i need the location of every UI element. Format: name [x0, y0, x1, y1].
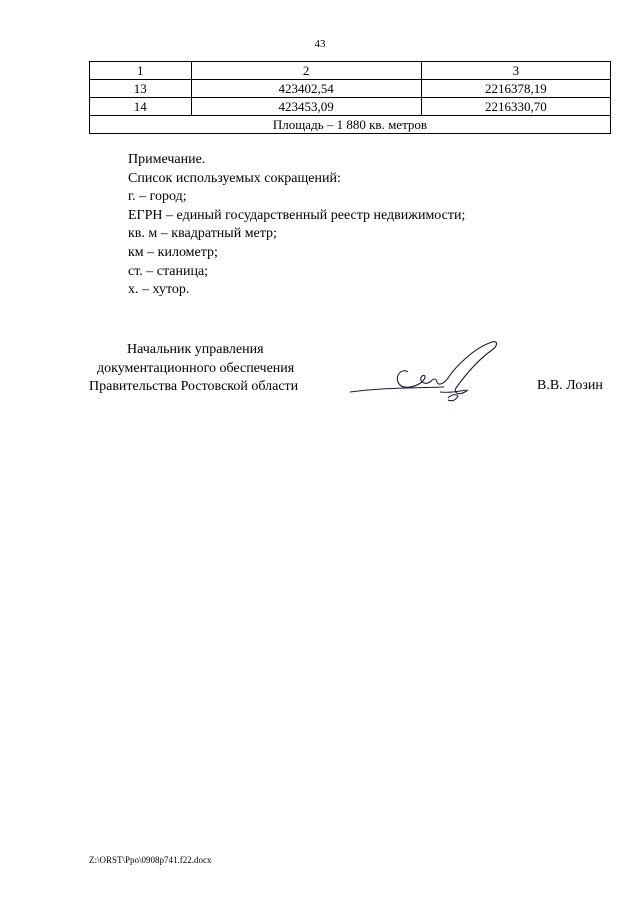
table-row — [90, 80, 611, 98]
list-item: кв. м – квадратный метр; — [128, 226, 277, 242]
table-area-row — [90, 116, 611, 134]
page-number: 43 — [314, 38, 326, 50]
header-cell: 2 — [191, 62, 421, 80]
note-list-intro: Список используемых сокращений: — [128, 170, 341, 186]
abbreviations-note — [128, 151, 465, 300]
header-cell: 3 — [421, 62, 610, 80]
list-item: ЕГРН – единый государственный реестр недвижимости; — [128, 207, 466, 223]
signatory-title-line: Правительства Ростовской области — [89, 379, 299, 395]
signatory-name: В.В. Лозин — [537, 378, 603, 393]
list-item: г. – город; — [128, 189, 187, 205]
list-item: км – километр; — [128, 244, 218, 260]
file-path: Z:\ORST\Ppo\0908p741.f22.docx — [89, 855, 212, 865]
handwritten-signature — [348, 338, 508, 408]
point-number-cell: 14 — [90, 98, 192, 116]
signatory-title-line: документационного обеспечения — [97, 360, 295, 376]
table-row — [90, 98, 611, 116]
signatory-title-line: Начальник управления — [127, 342, 264, 357]
table-header-row — [90, 62, 611, 80]
note-title: Примечание. — [128, 152, 206, 167]
point-number-cell: 13 — [90, 80, 192, 98]
y-coordinate-cell: 2216378,19 — [421, 80, 610, 98]
header-cell: 1 — [90, 62, 192, 80]
area-cell: Площадь – 1 880 кв. метров — [90, 116, 611, 134]
x-coordinate-cell: 423453,09 — [191, 98, 421, 116]
y-coordinate-cell: 2216330,70 — [421, 98, 610, 116]
x-coordinate-cell: 423402,54 — [191, 80, 421, 98]
list-item: ст. – станица; — [128, 263, 209, 279]
coordinates-table — [89, 61, 611, 134]
signatory-title — [89, 341, 329, 397]
list-item: х. – хутор. — [128, 282, 190, 298]
